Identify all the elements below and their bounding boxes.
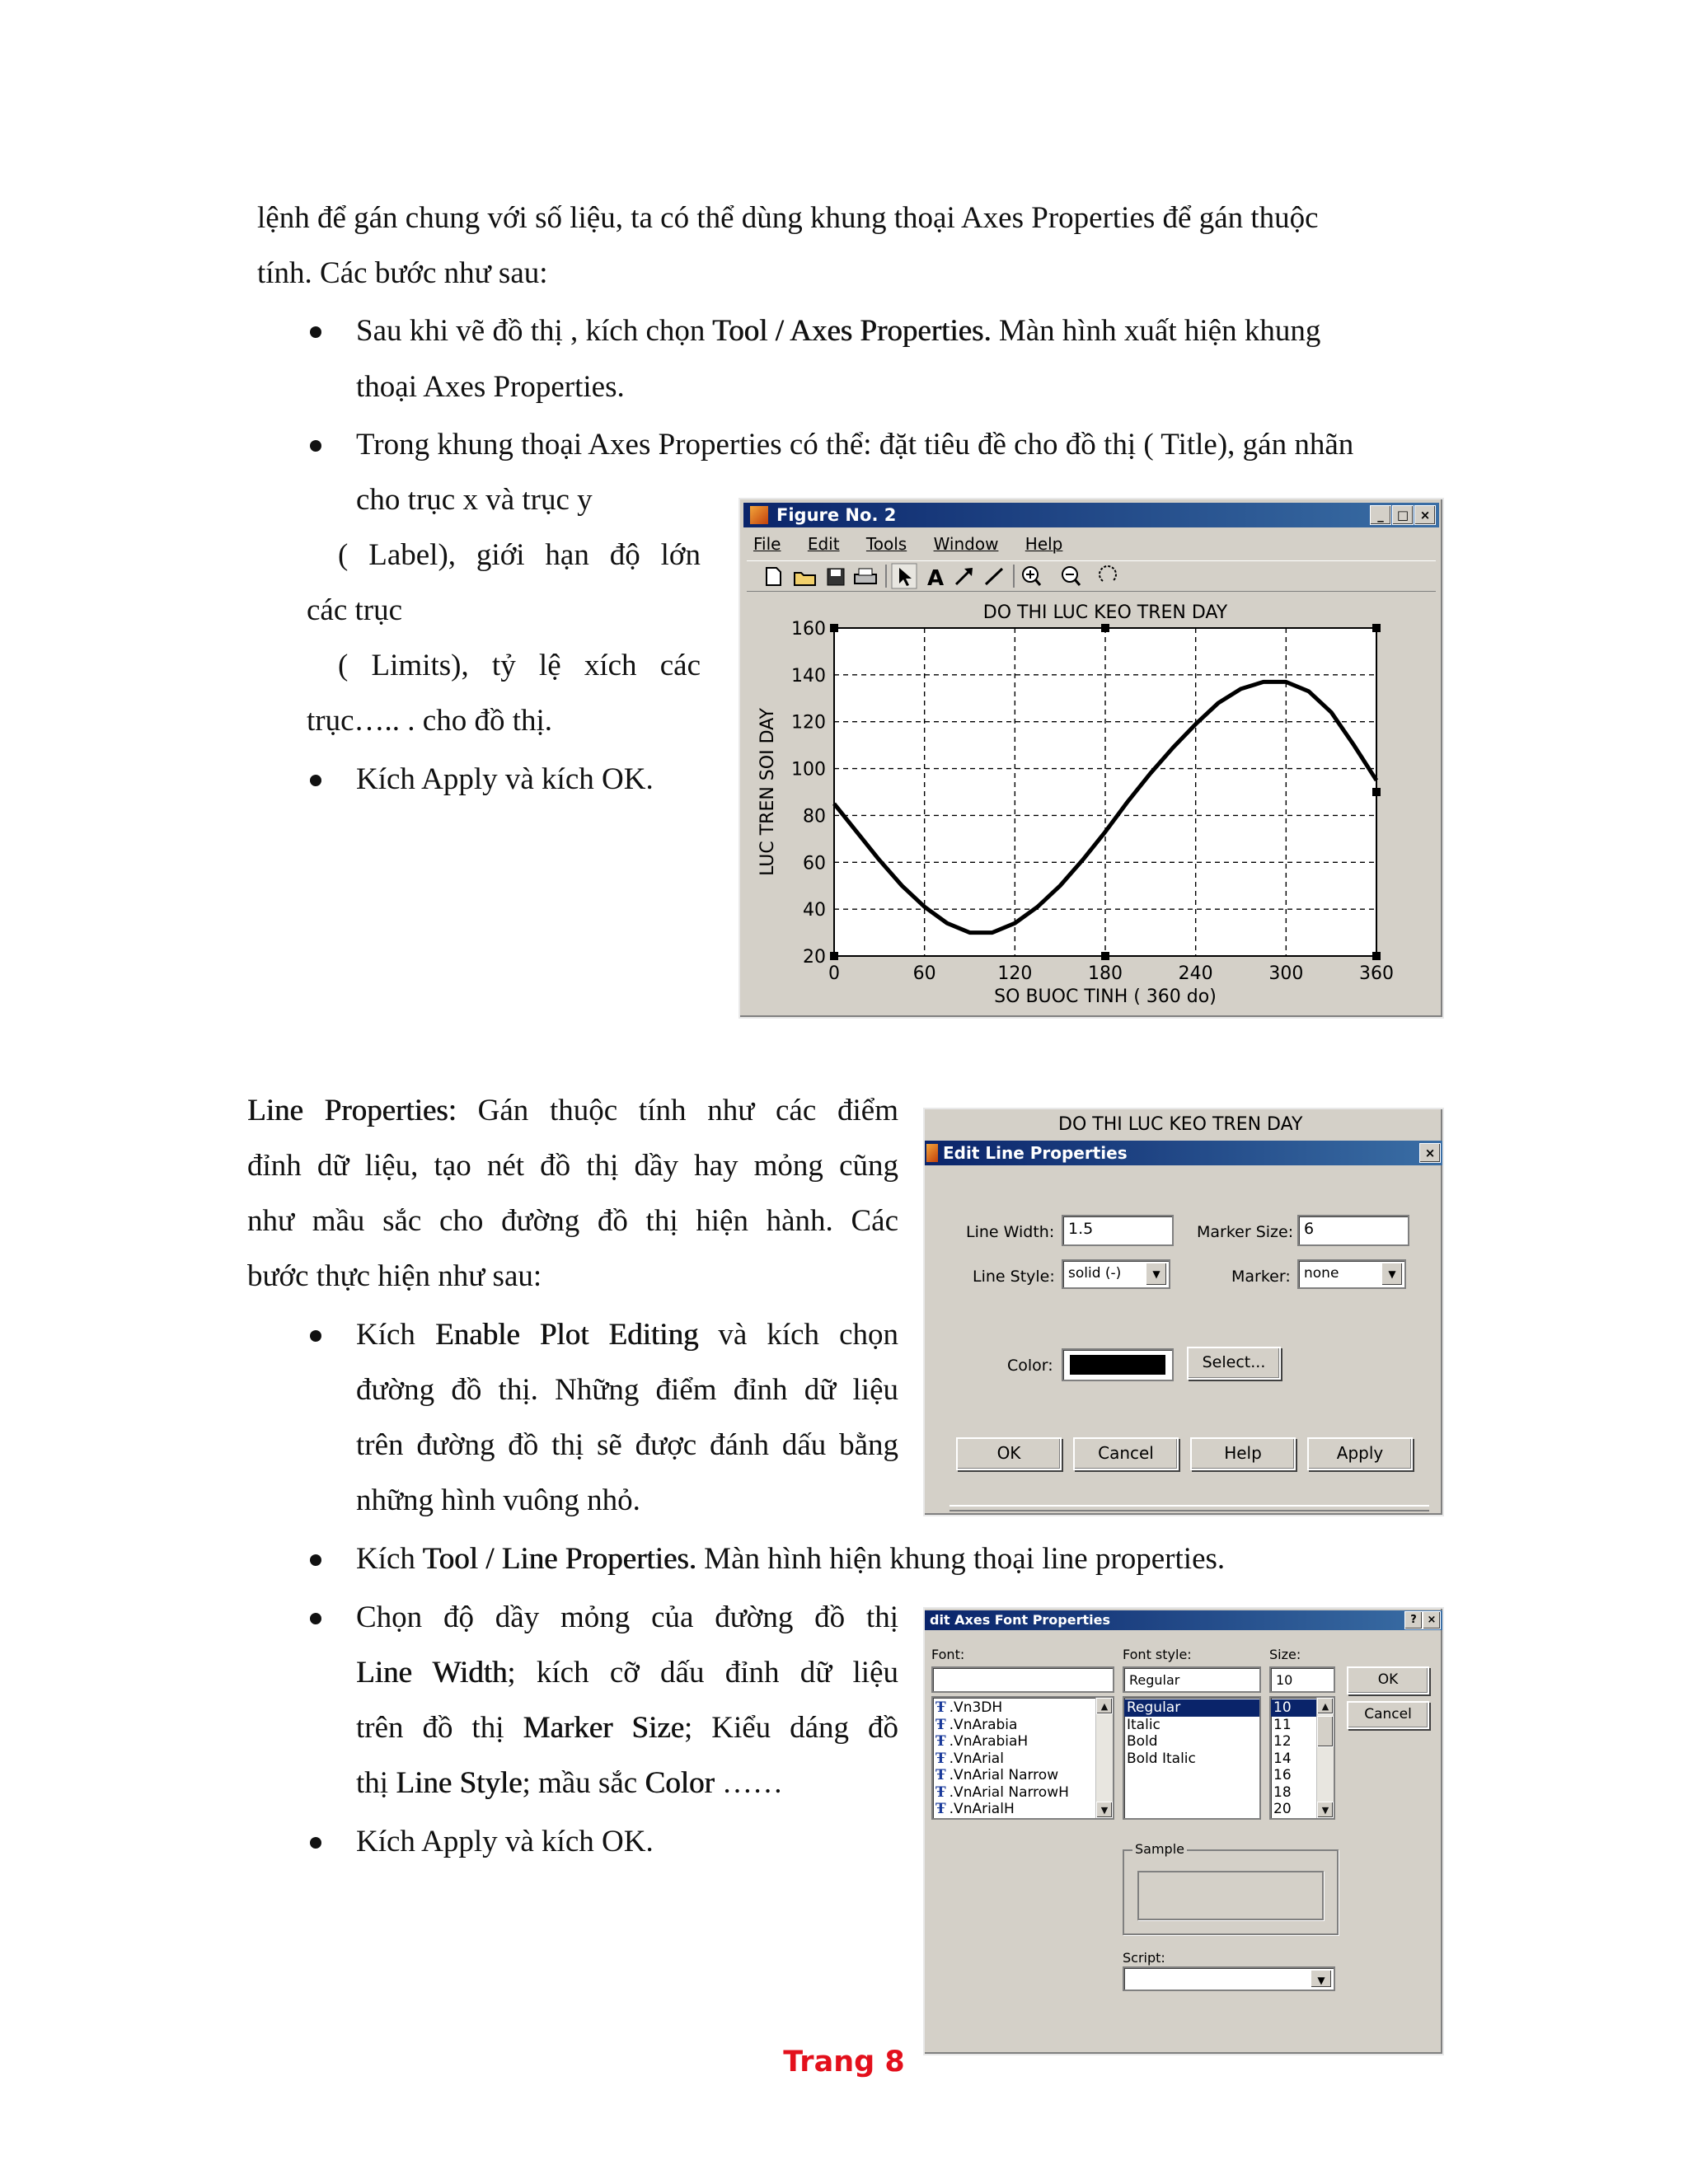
cancel-button[interactable]: Cancel (1073, 1437, 1179, 1470)
line-chart (743, 592, 1437, 1012)
line-width-label: Line Width: (966, 1223, 1055, 1241)
size-input[interactable]: 10 (1269, 1666, 1335, 1693)
zoom-out-icon[interactable] (1062, 567, 1080, 585)
toolbar-icons[interactable] (752, 561, 1246, 591)
chevron-up-icon[interactable]: ▲ (1096, 1698, 1113, 1714)
truetype-font-icon: Ŧ (935, 1750, 946, 1767)
line-props-heading-line (247, 1083, 898, 1138)
list-item-label: 12 (1273, 1733, 1292, 1750)
truetype-font-icon: Ŧ (935, 1699, 946, 1716)
selection-handle (830, 624, 838, 632)
selection-handle (1372, 952, 1381, 960)
font-style-input[interactable]: Regular (1123, 1666, 1261, 1693)
list-item[interactable] (933, 1733, 1113, 1750)
scroll-thumb[interactable] (1317, 1716, 1334, 1747)
background-chart-title: DO THI LUC KEO TREN DAY (1058, 1114, 1303, 1135)
script-label: Script: (1123, 1950, 1165, 1966)
selection-handle (1101, 624, 1109, 632)
x-tick-label: 120 (997, 963, 1033, 984)
intro-line-1: lệnh để gán chung với số liệu, ta có thể dùng khung thoại Axes Properties để gán thuộc (257, 201, 1319, 235)
text: trên đồ thị (356, 1711, 523, 1745)
list-item-label: .VnArial (949, 1750, 1004, 1767)
font-properties-dialog[interactable] (923, 1607, 1444, 2055)
ok-button[interactable]: OK (956, 1437, 1062, 1470)
y-tick-label: 80 (803, 806, 826, 827)
truetype-font-icon: Ŧ (935, 1733, 946, 1750)
text: Sau khi vẽ đồ thị , kích chọn (356, 314, 712, 348)
bullet-line-step3-line2 (356, 1645, 898, 1700)
bullet-axes-step1-line2: thoại Axes Properties. (356, 370, 625, 404)
list-item-label: 16 (1273, 1767, 1292, 1783)
maximize-button[interactable]: □ (1392, 505, 1414, 525)
bold-text: Color (645, 1766, 715, 1800)
bullet-axes-step1 (356, 303, 1439, 359)
minimize-button[interactable]: _ (1370, 505, 1391, 525)
help-button[interactable]: Help (1190, 1437, 1296, 1470)
bullet-axes-step2-line2: cho trục x và trục y (356, 483, 593, 517)
text: thị (356, 1766, 396, 1800)
bullet-dot (310, 1554, 321, 1566)
font-label: Font: (931, 1647, 965, 1662)
help-question-button[interactable]: ? (1404, 1611, 1423, 1629)
open-folder-icon[interactable] (795, 573, 815, 585)
bullet-line-step3-line4 (356, 1755, 783, 1811)
list-item-label: 20 (1273, 1801, 1292, 1817)
sample-preview (1137, 1871, 1324, 1920)
matlab-logo-icon (750, 506, 768, 524)
chevron-down-icon[interactable]: ▼ (1311, 1970, 1332, 1988)
bullet-dot (310, 440, 321, 452)
truetype-font-icon: Ŧ (935, 1783, 946, 1801)
divider (950, 1505, 1429, 1511)
bullet-line-step1 (356, 1307, 898, 1362)
y-tick-label: 120 (791, 712, 826, 733)
chevron-down-icon[interactable]: ▼ (1381, 1263, 1403, 1286)
x-tick-label: 180 (1088, 963, 1123, 984)
bullet-dot (310, 1837, 321, 1849)
list-item-label: .VnArial Narrow (949, 1767, 1059, 1783)
figure-titlebar[interactable] (743, 503, 1439, 527)
y-tick-label: 100 (791, 759, 826, 780)
marker-value: none (1304, 1265, 1339, 1282)
bullet-line-step1-line3: trên đường đồ thị sẽ được đánh dấu bằng (356, 1428, 898, 1462)
size-label: Size: (1269, 1647, 1301, 1662)
line-props-line4: bước thực hiện như sau: (247, 1259, 542, 1293)
color-swatch-field[interactable] (1062, 1348, 1174, 1381)
list-item[interactable] (1124, 1750, 1259, 1768)
line-style-select[interactable] (1062, 1259, 1170, 1289)
bullet-axes-step2: Trong khung thoại Axes Properties có thể: đặt tiêu đề cho đồ thị ( Title), gán nhãn (356, 428, 1354, 462)
list-item-label: 10 (1273, 1699, 1292, 1716)
rotate-icon[interactable] (1100, 566, 1116, 581)
list-item[interactable] (933, 1717, 1113, 1734)
text: Màn hình xuất hiện khung (991, 314, 1321, 348)
text-A-icon[interactable]: A (927, 566, 945, 591)
bullet-axes-step3: Kích Apply và kích OK. (356, 762, 654, 796)
line-dialog-title: Edit Line Properties (943, 1143, 1128, 1163)
line-props-line2: đỉnh dữ liệu, tạo nét đồ thị dầy hay mỏng cũng (247, 1149, 898, 1183)
list-item-label: Bold (1127, 1733, 1158, 1750)
list-item[interactable] (933, 1784, 1113, 1802)
bullet-axes-step2-line6: trục….. . cho đồ thị. (307, 704, 553, 738)
bold-text: Line Style (396, 1766, 523, 1800)
truetype-font-icon: Ŧ (935, 1716, 946, 1733)
selection-handle (830, 952, 838, 960)
x-axis-label: SO BUOC TINH ( 360 do) (994, 987, 1217, 1007)
line-width-field[interactable]: 1.5 (1062, 1215, 1174, 1246)
new-file-icon[interactable] (767, 568, 781, 585)
bold-text: Marker Size (523, 1711, 684, 1745)
save-icon[interactable] (828, 569, 844, 585)
line-icon[interactable] (986, 569, 1002, 584)
x-tick-label: 0 (828, 963, 840, 984)
bullet-line-step3: Chọn độ dầy mỏng của đường đồ thị (356, 1601, 898, 1634)
chevron-down-icon[interactable]: ▼ (1317, 1802, 1334, 1818)
x-tick-label: 360 (1359, 963, 1394, 984)
list-item-label: .Vn3DH (949, 1699, 1003, 1716)
bullet-line-step2 (356, 1531, 1225, 1586)
bullet-axes-step2-line5: ( Limits), tỷ lệ xích các (338, 649, 701, 682)
y-tick-label: 40 (803, 900, 826, 921)
bullet-line-step4: Kích Apply và kích OK. (356, 1825, 654, 1858)
print-icon[interactable] (855, 569, 876, 583)
chart-title: DO THI LUC KEO TREN DAY (982, 602, 1228, 623)
cancel-button[interactable]: Cancel (1347, 1701, 1429, 1729)
bold-text: Tool / Axes Properties. (711, 314, 992, 348)
truetype-font-icon: Ŧ (935, 1801, 946, 1817)
list-item[interactable] (933, 1699, 1113, 1717)
list-item[interactable] (1124, 1717, 1259, 1734)
font-input[interactable] (931, 1666, 1114, 1693)
line-style-label: Line Style: (973, 1268, 1055, 1286)
select-arrow-icon[interactable] (892, 564, 917, 588)
chevron-down-icon[interactable]: ▼ (1146, 1263, 1167, 1286)
menu-edit[interactable]: Edit (807, 534, 840, 554)
font-dialog-title: dit Axes Font Properties (930, 1612, 1110, 1628)
bullet-dot (310, 775, 321, 786)
apply-button[interactable]: Apply (1307, 1437, 1413, 1470)
zoom-in-icon[interactable] (1023, 567, 1040, 585)
text: Màn hình hiện khung thoại line properties. (696, 1542, 1226, 1576)
color-swatch (1070, 1355, 1165, 1375)
marker-select[interactable] (1297, 1259, 1406, 1289)
figure-window[interactable] (738, 498, 1444, 1019)
bullet-axes-step2-line4: các trục (307, 593, 403, 627)
menu-tools[interactable]: Tools (865, 534, 907, 554)
menu-file[interactable]: File (753, 534, 781, 554)
selection-handle (1372, 788, 1381, 796)
font-list-items (933, 1698, 1113, 1818)
bold-text: Enable Plot Editing (434, 1318, 699, 1352)
y-tick-label: 60 (803, 853, 826, 874)
y-axis-label: LUC TREN SOI DAY (757, 708, 778, 876)
text: và kích chọn (698, 1318, 898, 1352)
list-item-label: .VnArial NarrowH (949, 1783, 1069, 1801)
ok-button[interactable]: OK (1347, 1666, 1429, 1694)
bullet-line-step1-line4: những hình vuông nhỏ. (356, 1483, 640, 1517)
list-item-label: Italic (1127, 1716, 1160, 1733)
line-props-line3: như mầu sắc cho đường đồ thị hiện hành. Các (247, 1204, 898, 1238)
bullet-line-step3-line3 (356, 1700, 898, 1755)
text: …… (714, 1766, 783, 1800)
text: Gán thuộc tính như các điểm (456, 1094, 898, 1127)
text: ; mầu sắc (522, 1766, 645, 1800)
menu-help[interactable]: Help (1025, 534, 1063, 554)
chevron-down-icon[interactable]: ▼ (1096, 1802, 1113, 1818)
x-tick-label: 240 (1178, 963, 1213, 984)
list-item[interactable] (933, 1750, 1113, 1768)
list-item[interactable] (1124, 1699, 1259, 1717)
bold-text: Line Width (356, 1656, 508, 1690)
text: Kích (356, 1318, 435, 1352)
list-item-label: 18 (1273, 1783, 1292, 1801)
selection-handle (1372, 624, 1381, 632)
matlab-logo-icon (926, 1144, 938, 1162)
close-button[interactable]: × (1414, 505, 1436, 525)
list-item-label: Bold Italic (1127, 1750, 1196, 1767)
y-tick-label: 20 (803, 947, 826, 968)
marker-size-label: Marker Size: (1197, 1223, 1294, 1241)
font-style-list[interactable] (1123, 1696, 1261, 1820)
bullet-dot (310, 1330, 321, 1342)
x-tick-label: 60 (912, 963, 936, 984)
arrow-icon[interactable] (956, 568, 973, 584)
font-list-scrollbar[interactable] (1095, 1698, 1113, 1818)
font-style-label: Font style: (1123, 1647, 1192, 1662)
list-item[interactable] (933, 1801, 1113, 1818)
font-dialog-titlebar[interactable] (925, 1610, 1442, 1630)
figure-title: Figure No. 2 (776, 505, 897, 525)
line-properties-dialog[interactable] (923, 1108, 1444, 1516)
menu-window[interactable]: Window (933, 534, 999, 554)
text: Kích (356, 1542, 423, 1576)
list-item-label: .VnArialH (949, 1801, 1015, 1817)
line-dialog-titlebar[interactable] (925, 1141, 1442, 1165)
figure-toolbar (747, 560, 1436, 592)
font-list[interactable] (931, 1696, 1114, 1820)
sample-groupbox (1123, 1841, 1339, 1935)
line-style-value: solid (-) (1068, 1265, 1122, 1282)
list-item-label: .VnArabia (949, 1716, 1018, 1733)
font-style-items (1124, 1698, 1259, 1767)
chevron-up-icon[interactable]: ▲ (1317, 1698, 1334, 1714)
list-item[interactable] (1124, 1733, 1259, 1750)
text: ; kích cỡ dấu đỉnh dữ liệu (507, 1656, 898, 1690)
y-tick-label: 160 (791, 619, 826, 640)
bold-text: Tool / Line Properties. (422, 1542, 696, 1576)
list-item[interactable] (933, 1767, 1113, 1784)
script-select[interactable] (1123, 1966, 1335, 1991)
bullet-line-step1-line2: đường đồ thị. Những điểm đỉnh dữ liệu (356, 1373, 898, 1407)
size-list-scrollbar[interactable] (1316, 1698, 1334, 1818)
bullet-axes-step2-line3: ( Label), giới hạn độ lớn (338, 538, 701, 572)
list-item-label: Regular (1127, 1699, 1181, 1716)
truetype-font-icon: Ŧ (935, 1767, 946, 1783)
y-tick-label: 140 (791, 665, 826, 687)
close-button[interactable]: × (1419, 1143, 1441, 1163)
line-props-heading: Line Properties: (247, 1094, 457, 1127)
size-list[interactable] (1269, 1696, 1335, 1820)
bullet-dot (310, 1613, 321, 1624)
marker-size-field[interactable]: 6 (1297, 1215, 1409, 1246)
x-tick-label: 300 (1268, 963, 1304, 984)
figure-menubar (753, 534, 1084, 554)
marker-label: Marker: (1231, 1268, 1291, 1286)
intro-line-2: tính. Các bước như sau: (257, 256, 548, 290)
bullet-dot (310, 326, 321, 338)
color-label: Color: (1007, 1357, 1053, 1375)
selection-handle (1101, 952, 1109, 960)
select-color-button[interactable]: Select... (1187, 1347, 1281, 1380)
text: ; Kiểu dáng đồ (684, 1711, 898, 1745)
sample-label: Sample (1132, 1841, 1187, 1857)
page-number: Trang 8 (783, 2046, 905, 2079)
list-item-label: .VnArabiaH (949, 1733, 1029, 1750)
close-button[interactable]: × (1423, 1611, 1441, 1629)
list-item-label: 14 (1273, 1750, 1292, 1767)
list-item-label: 11 (1273, 1716, 1292, 1733)
